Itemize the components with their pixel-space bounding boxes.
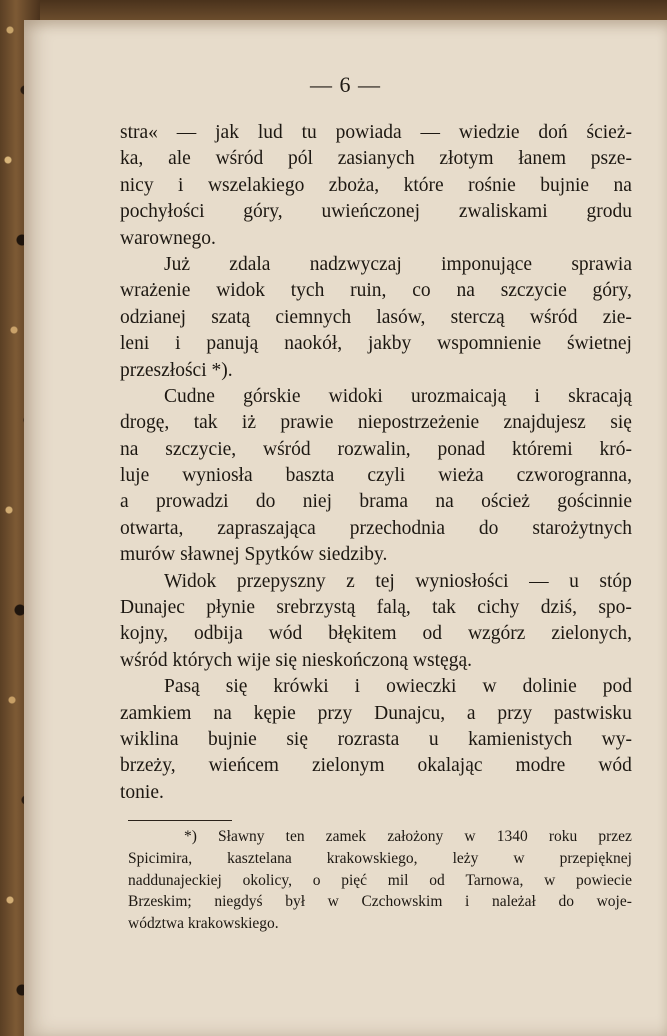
text-line: Widok przepyszny z tej wyniosłości — u stóp <box>164 570 632 592</box>
footnote-line: *) Sławny ten zamek założony w 1340 roku przez <box>184 828 632 845</box>
footnote-separator <box>128 820 232 821</box>
text-line: na szczycie, wśród rozwalin, ponad któremi kró- <box>120 438 632 460</box>
text-line: warownego. <box>120 227 216 249</box>
text-line: stra« — jak lud tu powiada — wiedzie doń ścież- <box>120 122 632 143</box>
footnote-line: Brzeskim; niegdyś był w Czchowskim i należał do woje- <box>128 893 632 911</box>
footnote-line: Spicimira, kasztelana krakowskiego, leży w przepięknej <box>128 849 632 867</box>
text-line: wrażenie widok tych ruin, co na szczycie góry, <box>120 280 632 302</box>
text-line: leni i panują naokół, jakby wspomnienie świetnej <box>120 333 632 355</box>
text-line: Dunajec płynie srebrzystą falą, tak cichy dziś, spo- <box>120 597 632 619</box>
text-line: Pasą się krówki i owieczki w dolinie pod <box>164 676 632 698</box>
text-line: drogę, tak iż prawie niepostrzeżenie znajdujesz się <box>120 412 632 434</box>
text-line: ka, ale wśród pól zasianych złotym łanem psze- <box>120 148 632 170</box>
footnote-line: wództwa krakowskiego. <box>128 915 279 933</box>
text-line: murów sławnej Spytków siedziby. <box>120 544 388 566</box>
text-line: kojny, odbija wód błękitem od wzgórz zielonych, <box>120 623 632 645</box>
footnote <box>128 826 632 935</box>
text-line: nicy i wszelakiego zboża, które rośnie bujnie na <box>120 174 632 196</box>
text-line: otwarta, zapraszająca przechodnia do starożytnych <box>120 517 632 539</box>
text-line: wiklina bujnie się rozrasta u kamienistych wy- <box>120 728 632 750</box>
footnote-line: naddunajeckiej okolicy, o pięć mil od Tarnowa, w powiecie <box>128 871 632 889</box>
body-text <box>120 120 632 806</box>
text-line: tonie. <box>120 781 164 803</box>
text-line: zamkiem na kępie przy Dunajcu, a przy pastwisku <box>120 702 632 724</box>
text-line: Już zdala nadzwyczaj imponujące sprawia <box>164 253 632 275</box>
page-number: — 6 — <box>310 72 381 97</box>
text-line: Cudne górskie widoki urozmaicają i skracają <box>164 385 632 407</box>
text-line: a prowadzi do niej brama na oścież gościnnie <box>120 491 632 513</box>
text-line: luje wyniosła baszta czyli wieża czworogranna, <box>120 465 632 487</box>
text-line: brzeży, wieńcem zielonym okalając modre wód <box>120 755 632 777</box>
text-line: odzianej szatą ciemnych lasów, sterczą wśród zie- <box>120 306 632 328</box>
book-page <box>24 20 667 1036</box>
text-line: pochyłości góry, uwieńczonej zwaliskami grodu <box>120 201 632 223</box>
text-line: wśród których wije się nieskończoną wstęgą. <box>120 649 472 671</box>
text-line: przeszłości *). <box>120 359 233 381</box>
book-cover-top-edge <box>0 0 667 22</box>
